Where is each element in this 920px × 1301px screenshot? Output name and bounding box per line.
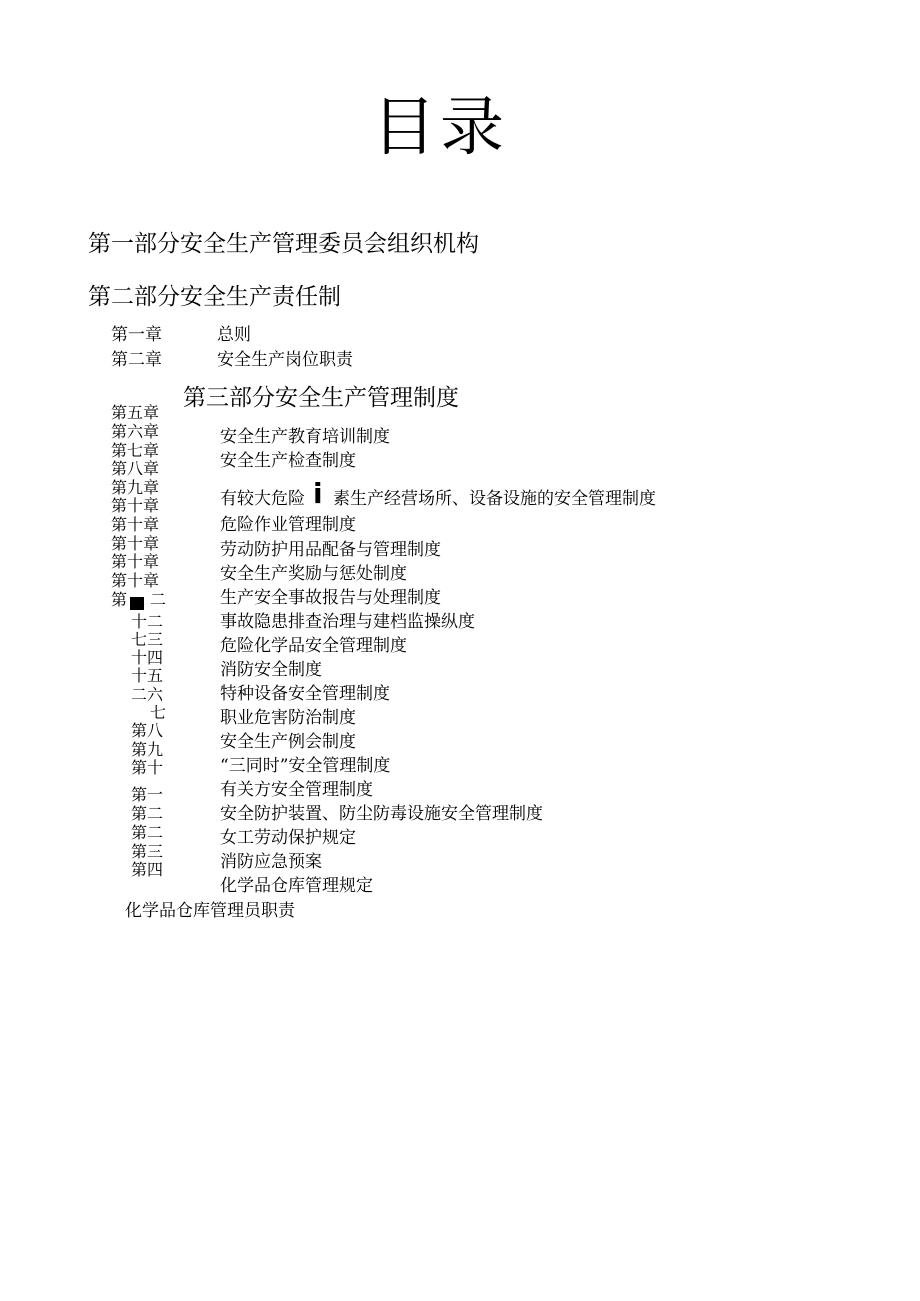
toc-chapter-label: 二 [150, 590, 167, 609]
toc-chapter-label: 十五 [131, 666, 164, 685]
toc-chapter-label: 第二 [131, 823, 164, 842]
toc-item: 职业危害防治制度 [220, 708, 356, 728]
toc-chapter-label: 第三 [131, 842, 164, 861]
toc-item: 安全生产例会制度 [220, 732, 356, 752]
toc-chapter-label: 十四 [131, 648, 164, 667]
toc-item: 安全生产奖励与惩处制度 [220, 564, 407, 584]
toc-chapter-label: 第九 [131, 740, 164, 759]
toc-item: 安全生产检查制度 [220, 451, 356, 471]
toc-chapter-label: 七 [150, 703, 167, 722]
toc-chapter-label: 第九章 [111, 478, 160, 497]
chapter-number: 第一章 [111, 325, 162, 345]
toc-item: 女工劳动保护规定 [220, 828, 356, 848]
chapter-title: 安全生产岗位职责 [217, 350, 353, 370]
redaction-square [130, 596, 144, 612]
toc-item: 化学品仓库管理规定 [220, 876, 373, 896]
page-title: 目录 [372, 91, 508, 165]
toc-chapter-label: 第八章 [111, 459, 160, 478]
toc-item: 劳动防护用品配备与管理制度 [220, 540, 441, 560]
toc-item: 事故隐患排查治理与建档监操纵度 [220, 612, 475, 632]
toc-chapter-label: 第七章 [111, 441, 160, 460]
toc-item: 消防应急预案 [220, 852, 322, 872]
toc-item-last: 化学品仓库管理员职责 [125, 901, 295, 921]
toc-item: 有较大危险 [220, 489, 305, 509]
toc-item: 安全生产教育培训制度 [220, 427, 390, 447]
part-three-heading: 第三部分安全生产管理制度 [183, 385, 459, 411]
toc-chapter-label: 七三 [131, 630, 164, 649]
toc-chapter-label: 第四 [131, 860, 164, 879]
toc-chapter-label: 第五章 [111, 403, 160, 422]
toc-item: 安全防护装置、防尘防毒设施安全管理制度 [220, 804, 543, 824]
part-one-heading: 第一部分安全生产管理委员会组织机构 [88, 231, 479, 257]
toc-chapter-label: 第十章 [111, 552, 160, 571]
toc-chapter-label: 二六 [131, 685, 164, 704]
toc-chapter-label: 第十章 [111, 571, 160, 590]
toc-chapter-label: 第八 [131, 721, 164, 740]
toc-chapter-label: 第十章 [111, 534, 160, 553]
chapter-title: 总则 [217, 325, 251, 345]
toc-item: 生产安全事故报告与处理制度 [220, 588, 441, 608]
toc-item: 危险化学品安全管理制度 [220, 636, 407, 656]
stray-i-mark: i [313, 477, 323, 510]
toc-item: 特种设备安全管理制度 [220, 684, 390, 704]
toc-chapter-label: 第一 [131, 785, 164, 804]
toc-chapter-label: 第六章 [111, 422, 160, 441]
toc-chapter-label: 第十章 [111, 515, 160, 534]
toc-chapter-label: 十二 [131, 612, 164, 631]
toc-item: 有关方安全管理制度 [220, 780, 373, 800]
toc-chapter-label: 第 [111, 590, 128, 609]
toc-item: 危险作业管理制度 [220, 515, 356, 535]
toc-item: “三同时”安全管理制度 [220, 756, 391, 776]
toc-item: 消防安全制度 [220, 660, 322, 680]
part-two-heading: 第二部分安全生产责任制 [88, 284, 341, 310]
chapter-number: 第二章 [111, 350, 162, 370]
toc-chapter-label: 第十 [131, 758, 164, 777]
toc-chapter-label: 第十章 [111, 496, 160, 515]
toc-item: 素生产经营场所、设备设施的安全管理制度 [333, 489, 656, 509]
toc-chapter-label: 第二 [131, 804, 164, 823]
